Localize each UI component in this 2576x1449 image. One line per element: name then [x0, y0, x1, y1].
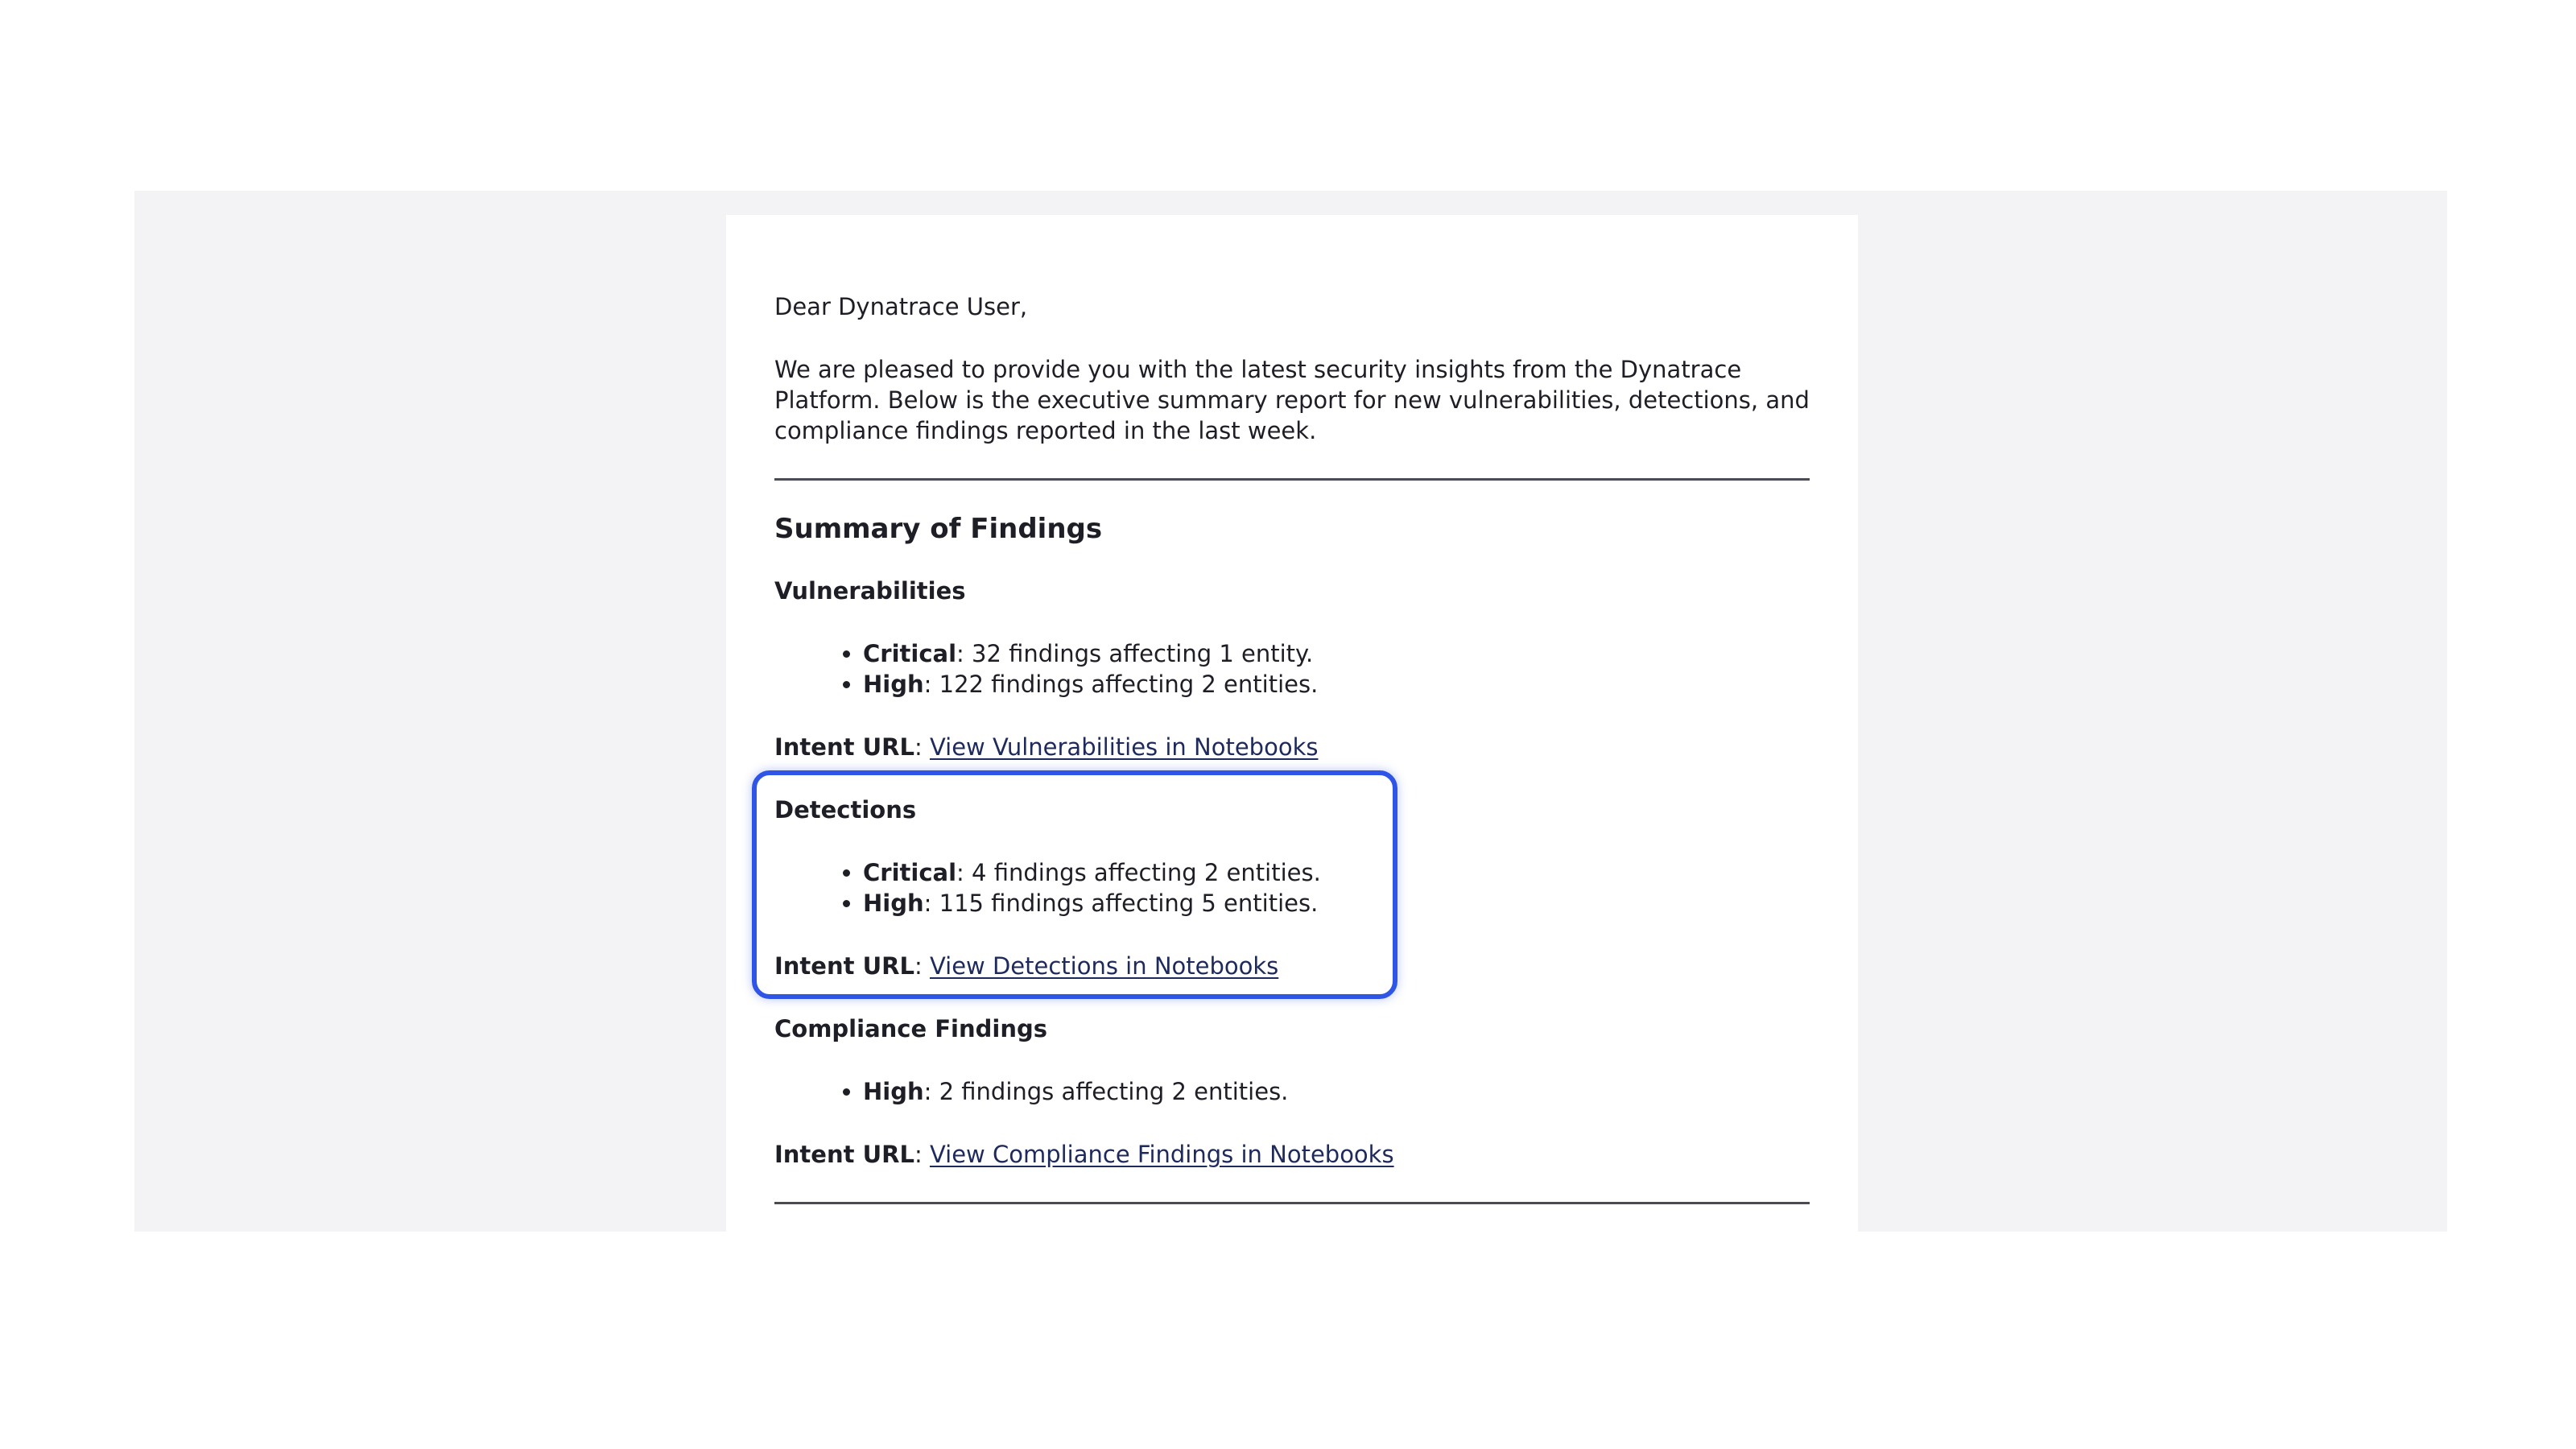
detections-heading: Detections: [774, 796, 917, 824]
list-item: [863, 669, 1810, 700]
severity-label: Critical: [863, 859, 957, 886]
severity-label: Critical: [863, 640, 957, 667]
compliance-list: [774, 1076, 1810, 1107]
severity-label: High: [863, 671, 924, 698]
finding-text: : 122 findings affecting 2 entities.: [923, 671, 1319, 698]
intent-url-label: Intent URL: [774, 952, 914, 980]
compliance-intent: Intent URL: View Compliance Findings in Notebooks: [774, 1141, 1394, 1168]
severity-label: High: [863, 890, 924, 917]
list-item: [863, 888, 1810, 919]
list-item: [863, 638, 1810, 669]
compliance-heading: Compliance Findings: [774, 1015, 1047, 1042]
greeting: Dear Dynatrace User,: [774, 293, 1028, 320]
finding-text: : 2 findings affecting 2 entities.: [923, 1078, 1289, 1105]
view-detections-link[interactable]: View Detections in Notebooks: [929, 952, 1279, 980]
severity-label: High: [863, 1078, 924, 1105]
finding-text: : 115 findings affecting 5 entities.: [923, 890, 1319, 917]
summary-title: Summary of Findings: [774, 513, 1103, 545]
finding-text: : 4 findings affecting 2 entities.: [956, 859, 1321, 886]
vulnerabilities-heading: Vulnerabilities: [774, 577, 966, 605]
email-viewport: [134, 191, 2447, 1232]
detections-section: [774, 795, 1810, 981]
detections-list: [774, 857, 1810, 919]
list-item: [863, 857, 1810, 888]
compliance-section: [774, 1013, 1810, 1170]
intro-paragraph: We are pleased to provide you with the latest security insights from the Dynatrace Platform. Below is the executive summary report for new vulnerabilities, detections, and compliance findings reported in the last week.: [774, 356, 1810, 444]
intent-url-label: Intent URL: [774, 1141, 914, 1168]
detections-intent: Intent URL: View Detections in Notebooks: [774, 952, 1279, 980]
vulnerabilities-intent: Intent URL: View Vulnerabilities in Notebooks: [774, 733, 1319, 761]
finding-text: : 32 findings affecting 1 entity.: [956, 640, 1314, 667]
vulnerabilities-section: [774, 576, 1810, 762]
intent-url-label: Intent URL: [774, 733, 914, 761]
view-vulnerabilities-link[interactable]: View Vulnerabilities in Notebooks: [929, 733, 1319, 761]
divider: [774, 478, 1810, 481]
list-item: [863, 1076, 1810, 1107]
email-body: [726, 215, 1858, 1232]
vulnerabilities-list: [774, 638, 1810, 700]
divider: [774, 1202, 1810, 1204]
view-compliance-link[interactable]: View Compliance Findings in Notebooks: [929, 1141, 1394, 1168]
